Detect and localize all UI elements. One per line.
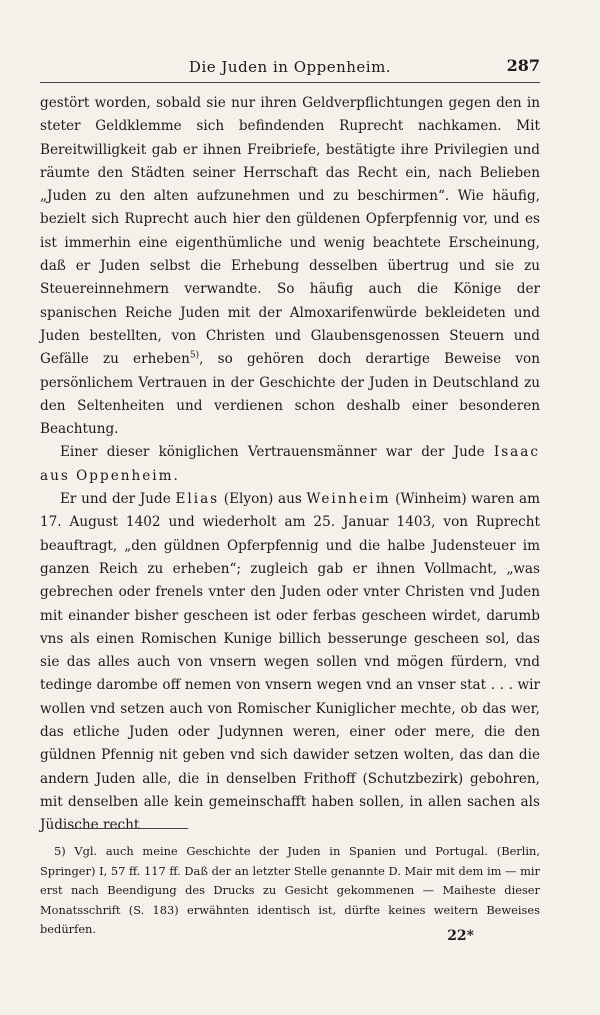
paragraph-2-end: . [173, 467, 178, 484]
footnote-5: 5) Vgl. auch meine Geschichte der Juden in Spanien und Portugal. (Berlin, Springer) I, 57 ff. 117 ff. Daß der an letzter Stelle genannte D. Mair mit dem im — mir erst nach Beendigung des Drucks zu Gesicht gekommenen — Maiheste dieser Monatsschrift (S. 183) erwähnten identisch ist, dürfte keines weitern Beweises bedürfen. [40, 844, 540, 937]
place-name-weinheim: Weinheim [306, 491, 391, 508]
paragraph-3 [40, 488, 540, 837]
person-name-elias: Elias [175, 491, 220, 508]
running-title: Die Juden in Oppenheim. [188, 58, 392, 76]
paragraph-2 [40, 441, 540, 488]
paragraph-3-c: (Winheim) waren am 17. August 1402 und wiederholt am 25. Januar 1403, von Ruprecht beauftragt, „den güldnen Opferpfennig und die halbe Judensteuer im ganzen Reich zu erheben“; zugleich gab er ihnen Vollmacht, „was gebrechen oder frenels vnter den Juden oder vnter Christen vnd Juden mit einander bisher gescheen ist oder ferbas gescheen wirdet, darumb vns als einen Romischen Kunige billich besserunge gescheen sol, das sie das alles auch von vnsern wegen sollen vnd mögen fürdern, vnd tedinge darombe off nemen von vnsern wegen vnd an vnser stat . . . wir wollen vnd setzen auch von Romischer Kuniglicher mechte, ob das wer, das etliche Juden oder Judynnen weren, einer oder mere, die den güldnen Pfennig nit geben vnd sich dawider setzen wolten, das dan die andern Juden alle, die in denselben Frithoff (Schutzbezirk) gebohren, mit denselben alle kein gemeinschafft haben sollen, in allen sachen als Jüdische recht [40, 491, 540, 834]
printer-signature: 22* [447, 928, 474, 944]
footnote-divider [56, 828, 188, 829]
paragraph-3-b: (Elyon) aus [219, 491, 307, 508]
page-number: 287 [506, 56, 540, 75]
main-text [40, 92, 540, 838]
paragraph-3-a: Er und der Jude [60, 491, 176, 508]
paragraph-1 [40, 92, 540, 441]
paragraph-1-text: gestört worden, sobald sie nur ihren Geldverpflichtungen gegen den in steter Geldklemme sich befindenden Ruprecht nachkamen. Mit Bereitwilligkeit gab er ihnen Freibriefe, bestätigte ihre Privilegien und räumte den Städten seiner Herrschaft das Recht ein, nach Belieben „Juden zu den alten aufzunehmen und zu beschirmen“. Wie häufig, bezielt sich Ruprecht auch hier den güldenen Opferpfennig vor, und es ist immerhin eine eigenthümliche und wenig beachtete Erscheinung, daß er Juden selbst die Erhebung desselben übertrug und sie zu Steuereinnehmern verwandte. So häufig auch die Könige der spanischen Reiche Juden mit der Almoxarifenwürde bekleideten und Juden bestellten, von Christen und Glaubensgenossen Steuern und Gefälle zu erheben [40, 95, 540, 368]
paragraph-2-start: Einer dieser königlichen Vertrauensmänner war der Jude [60, 444, 494, 461]
footnote-block [40, 842, 540, 940]
page-header [40, 56, 540, 83]
footnote-reference: 5) [189, 350, 200, 361]
person-name-isaac: Isaac aus Oppenheim [40, 444, 540, 484]
paragraph-1-tail: , so gehören doch derartige Beweise von persönlichem Vertrauen in der Geschichte der Juden in Deutschland zu den Seltenheiten und verdienen schon deshalb einer besonderen Beachtung. [40, 351, 540, 438]
